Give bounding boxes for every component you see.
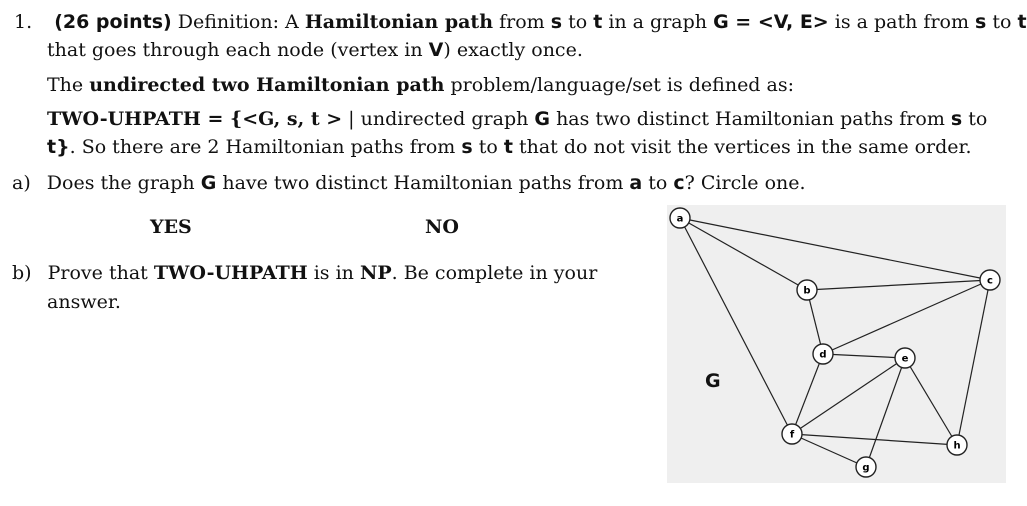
edge-h-c xyxy=(957,280,990,445)
question-1-line-4 xyxy=(47,107,987,131)
line2-text: that goes through each node (vertex in xyxy=(47,39,423,61)
part-a-pre: Does the graph xyxy=(46,172,195,194)
var-g: G xyxy=(534,108,551,130)
line2-end: ) exactly once. xyxy=(443,39,583,61)
graph-definition: G = <V, E> xyxy=(713,11,829,33)
edge-d-f xyxy=(792,354,823,434)
graph-node-d xyxy=(813,344,833,364)
graph-node-f xyxy=(782,424,802,444)
term-np: NP xyxy=(359,262,392,284)
part-a-post: ? Circle one. xyxy=(684,172,806,194)
line3-post: problem/language/set is defined as: xyxy=(450,74,794,96)
question-1-line-2 xyxy=(47,38,583,62)
part-b-post: . Be complete in your xyxy=(391,262,598,284)
line3-pre: The xyxy=(47,74,84,96)
var-t-2: t xyxy=(1017,11,1027,33)
question-1-line-1 xyxy=(14,10,1027,34)
text-to-a: to xyxy=(648,172,668,194)
var-t-4: t xyxy=(503,136,513,158)
part-b-line-2 xyxy=(47,290,121,314)
question-1-line-3 xyxy=(47,73,794,97)
line5-a: . So there are 2 Hamiltonian paths from xyxy=(69,136,456,158)
graph-node-h xyxy=(947,435,967,455)
part-b-line2: answer. xyxy=(47,291,121,313)
graph-node-label-b: b xyxy=(803,285,811,297)
definition-intro: Definition: A xyxy=(177,11,299,33)
var-s-4: s xyxy=(461,136,473,158)
var-g-a: G xyxy=(200,172,217,194)
var-s-3: s xyxy=(950,108,963,130)
text-to: to xyxy=(568,11,588,33)
text-is-path-from: is a path from xyxy=(834,11,969,33)
text-from: from xyxy=(499,11,545,33)
graph-node-label-e: e xyxy=(901,353,909,365)
var-s-2: s xyxy=(975,11,987,33)
var-a: a xyxy=(629,172,643,194)
line4-mid: | undirected graph xyxy=(342,108,529,130)
part-b-label: b) xyxy=(12,262,32,284)
edge-b-c xyxy=(807,280,990,290)
graph-node-c xyxy=(980,270,1000,290)
graph-node-a xyxy=(670,208,690,228)
edge-e-f xyxy=(792,358,905,434)
line4-post: has two distinct Hamiltonian paths from xyxy=(556,108,945,130)
graph-label: G xyxy=(705,370,721,392)
part-b-mid: is in xyxy=(313,262,354,284)
points-label: (26 points) xyxy=(54,11,172,33)
graph-node-label-g: g xyxy=(862,462,870,474)
var-t: t xyxy=(593,11,603,33)
yes-option[interactable] xyxy=(150,215,192,239)
var-t-close: t} xyxy=(47,136,70,158)
graph-figure xyxy=(667,205,1006,483)
text-to-4: to xyxy=(478,136,498,158)
part-b-pre: Prove that xyxy=(47,262,148,284)
var-s: s xyxy=(550,11,563,33)
var-v: V xyxy=(428,39,444,61)
text-in-graph: in a graph xyxy=(608,11,708,33)
graph-node-label-f: f xyxy=(789,429,795,441)
graph-node-b xyxy=(797,280,817,300)
graph-svg xyxy=(667,205,1006,483)
graph-node-g xyxy=(856,457,876,477)
edge-d-e xyxy=(823,354,905,358)
term-undirected-two-ham: undirected two Hamiltonian path xyxy=(89,74,445,96)
edge-f-g xyxy=(792,434,866,467)
text-to-2: to xyxy=(992,11,1012,33)
yes-option-text[interactable]: YES xyxy=(150,216,192,238)
part-a-label: a) xyxy=(12,172,31,194)
edge-d-c xyxy=(823,280,990,354)
line5-b: that do not visit the vertices in the same order. xyxy=(518,136,972,158)
term-two-uhpath: TWO-UHPATH xyxy=(153,262,308,284)
var-c: c xyxy=(673,172,685,194)
graph-node-e xyxy=(895,348,915,368)
no-option-text[interactable]: NO xyxy=(425,216,459,238)
graph-node-label-h: h xyxy=(953,440,961,452)
question-number: 1. xyxy=(14,11,33,33)
term-hamiltonian-path: Hamiltonian path xyxy=(304,11,494,33)
no-option[interactable] xyxy=(425,215,459,239)
part-b-line xyxy=(12,261,597,285)
edge-e-h xyxy=(905,358,957,445)
text-to-3: to xyxy=(968,108,988,130)
question-1-line-5 xyxy=(47,135,972,159)
graph-node-label-c: c xyxy=(987,275,993,287)
part-a-line xyxy=(12,171,806,195)
graph-node-label-a: a xyxy=(676,213,684,225)
graph-edges xyxy=(680,218,990,467)
graph-node-label-d: d xyxy=(819,349,827,361)
edge-e-g xyxy=(866,358,905,467)
edge-a-c xyxy=(680,218,990,280)
language-definition: TWO-UHPATH = {<G, s, t > xyxy=(47,108,343,130)
part-a-mid: have two distinct Hamiltonian paths from xyxy=(222,172,624,194)
